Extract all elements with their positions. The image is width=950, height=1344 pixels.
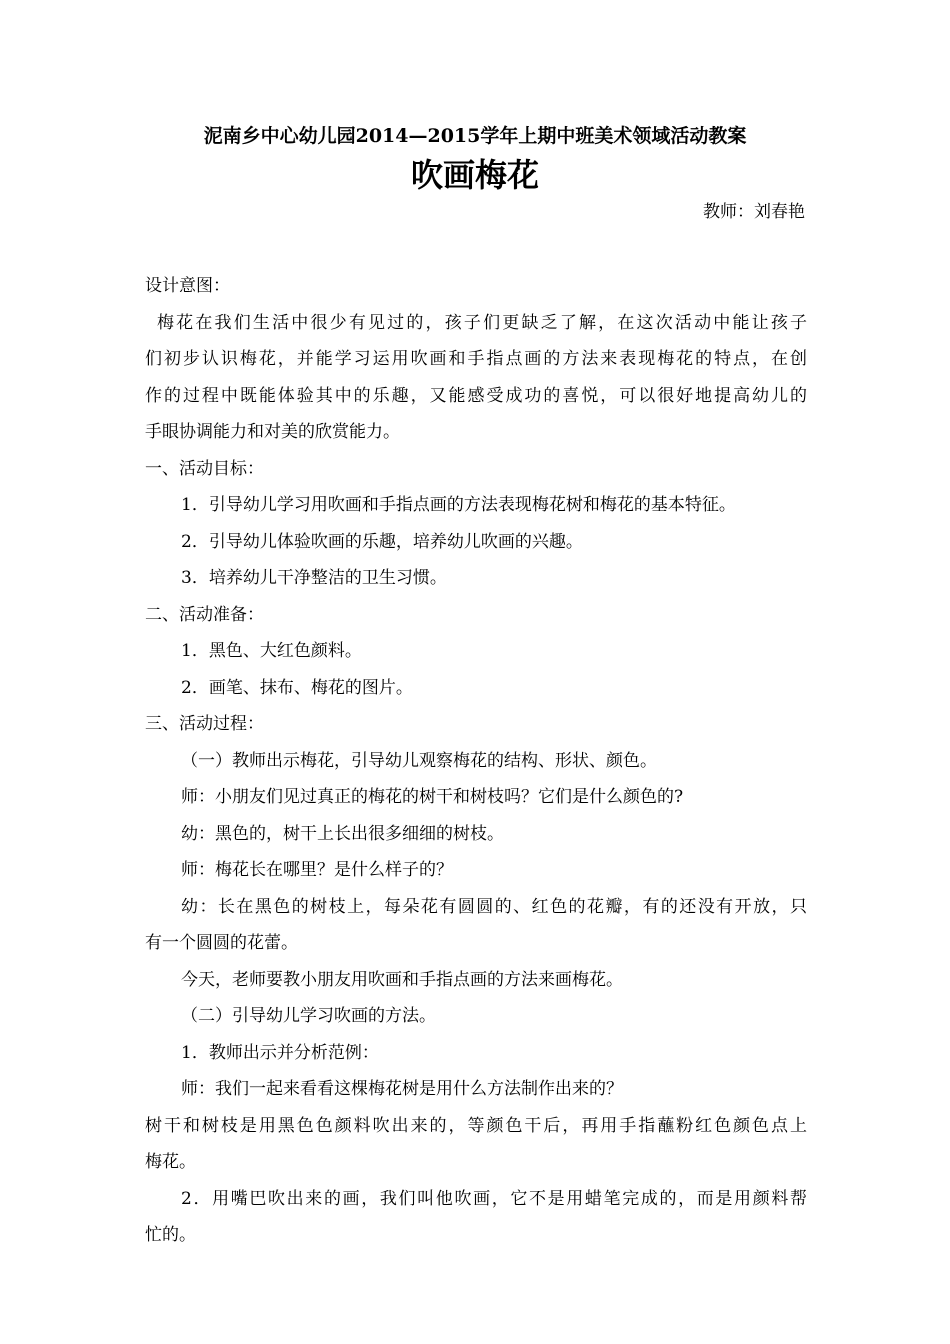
process-line: 1．教师出示并分析范例：: [181, 1042, 379, 1063]
process-line: 有一个圆圆的花蕾。: [145, 933, 298, 953]
process-line: （二）引导幼儿学习吹画的方法。: [181, 1006, 436, 1026]
process-line: 2．用嘴巴吹出来的画，我们叫他吹画，它不是用蜡笔完成的，而是用颜料帮: [181, 1188, 807, 1209]
process-line: 幼：长在黑色的树枝上，每朵花有圆圆的、红色的花瓣，有的还没有开放，只: [181, 896, 807, 917]
goal-item: 1．引导幼儿学习用吹画和手指点画的方法表现梅花树和梅花的基本特征。: [181, 495, 736, 515]
process-line: 梅花。: [145, 1152, 196, 1172]
page-title: 吹画梅花: [410, 156, 539, 194]
prep-item: 1．黑色、大红色颜料。: [181, 641, 362, 661]
design-heading: 设计意图：: [145, 276, 230, 296]
process-line: 师：我们一起来看看这棵梅花树是用什么方法制作出来的？: [181, 1079, 623, 1099]
document-body: [145, 268, 807, 1254]
goal-item: 2．引导幼儿体验吹画的乐趣，培养幼儿吹画的兴趣。: [181, 531, 583, 552]
process-line: 师：梅花长在哪里？是什么样子的？: [181, 860, 453, 880]
process-line: 树干和树枝是用黑色色颜料吹出来的，等颜色干后，再用手指蘸粉红色颜色点上: [145, 1115, 807, 1136]
prep-item: 2．画笔、抹布、梅花的图片。: [181, 677, 413, 698]
process-line: （一）教师出示梅花，引导幼儿观察梅花的结构、形状、颜色。: [181, 750, 657, 771]
process-line: 幼：黑色的，树干上长出很多细细的树枝。: [181, 823, 504, 844]
process-line: 今天，老师要教小朋友用吹画和手指点画的方法来画梅花。: [181, 969, 623, 990]
process-line: 忙的。: [145, 1225, 196, 1245]
goals-heading: 一、活动目标：: [145, 458, 264, 479]
design-paragraph-line: 手眼协调能力和对美的欣赏能力。: [145, 422, 400, 442]
process-heading: 三、活动过程：: [145, 714, 264, 734]
teacher-name: 教师：刘春艳: [703, 202, 805, 222]
school-header: 泥南乡中心幼儿园2014—2015学年上期中班美术领域活动教案: [203, 125, 747, 147]
design-paragraph-line: 作的过程中既能体验其中的乐趣，又能感受成功的喜悦，可以很好地提高幼儿的: [145, 385, 807, 406]
design-paragraph-line: 梅花在我们生活中很少有见过的，孩子们更缺乏了解，在这次活动中能让孩子: [157, 312, 807, 333]
design-paragraph-line: 们初步认识梅花，并能学习运用吹画和手指点画的方法来表现梅花的特点，在创: [145, 349, 807, 369]
prep-heading: 二、活动准备：: [145, 604, 264, 625]
process-line: 师：小朋友们见过真正的梅花的树干和树枝吗？它们是什么颜色的?: [181, 787, 684, 807]
goal-item: 3．培养幼儿干净整洁的卫生习惯。: [181, 568, 447, 588]
